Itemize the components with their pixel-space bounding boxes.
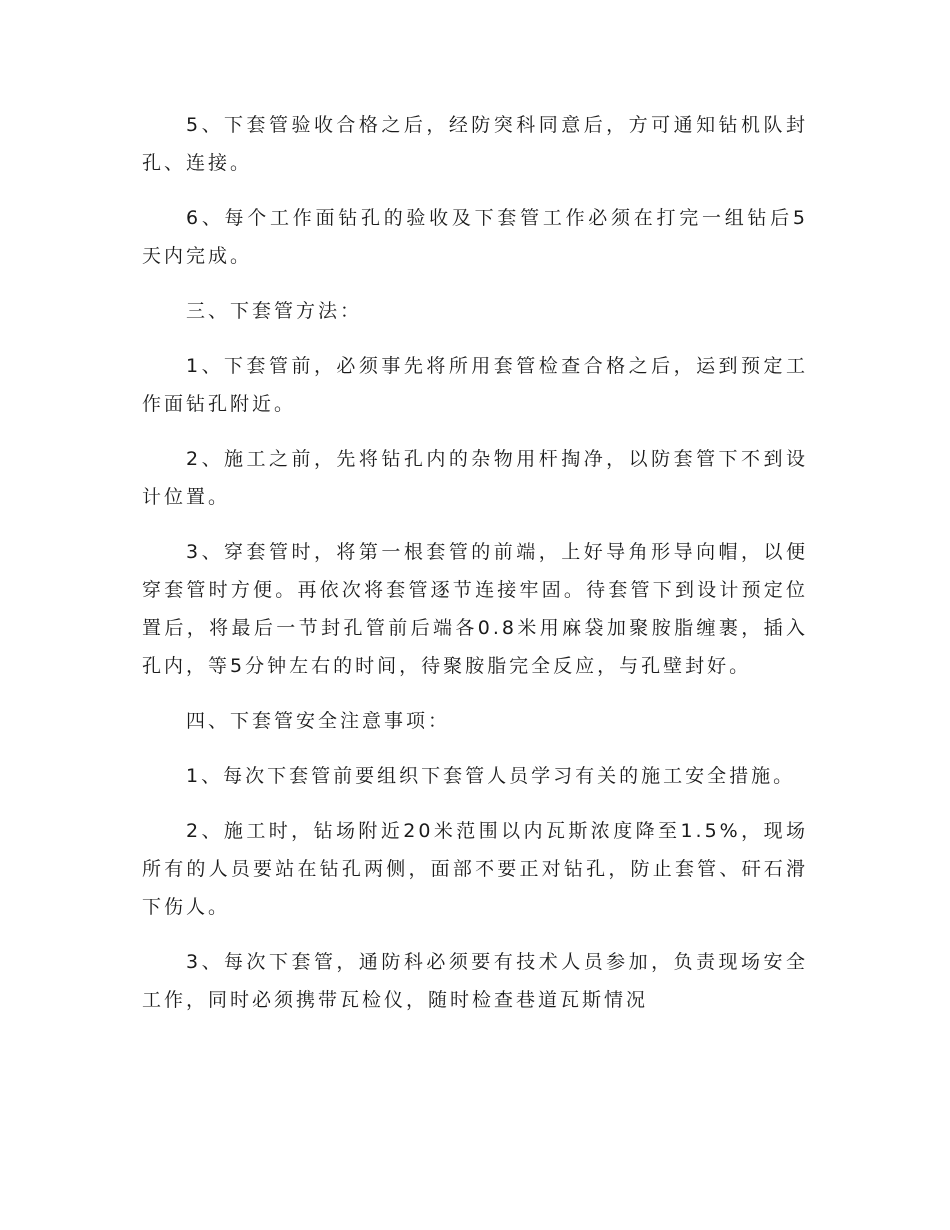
paragraph-item-6-completion: 6、每个工作面钻孔的验收及下套管工作必须在打完一组钻后5天内完成。 [142,207,808,267]
document-body [142,106,808,1036]
paragraph-item-5-acceptance: 5、下套管验收合格之后，经防突科同意后，方可通知钻机队封孔、连接。 [142,114,808,174]
section-heading-safety: 四、下套管安全注意事项： [186,710,451,732]
paragraph-method-1: 1、下套管前，必须事先将所用套管检查合格之后，运到预定工作面钻孔附近。 [142,355,808,415]
paragraph-safety-1: 1、每次下套管前要组织下套管人员学习有关的施工安全措施。 [186,765,796,787]
paragraph-safety-2: 2、施工时，钻场附近20米范围以内瓦斯浓度降至1.5%，现场所有的人员要站在钻孔两侧，面部不要正对钻孔，防止套管、矸石滑下伤人。 [142,820,808,918]
paragraph-safety-3: 3、每次下套管，通防科必须要有技术人员参加，负责现场安全工作，同时必须携带瓦检仪，随时检查巷道瓦斯情况 [142,951,808,1011]
paragraph-method-2: 2、施工之前，先将钻孔内的杂物用杆掏净，以防套管下不到设计位置。 [142,448,808,508]
section-heading-casing-method: 三、下套管方法： [186,300,363,322]
paragraph-method-3: 3、穿套管时，将第一根套管的前端，上好导角形导向帽，以便穿套管时方便。再依次将套管逐节连接牢固。待套管下到设计预定位置后，将最后一节封孔管前后端各0.8米用麻袋加聚胺脂缠裹，插入孔内，等5分钟左右的时间，待聚胺脂完全反应，与孔壁封好。 [142,541,808,677]
